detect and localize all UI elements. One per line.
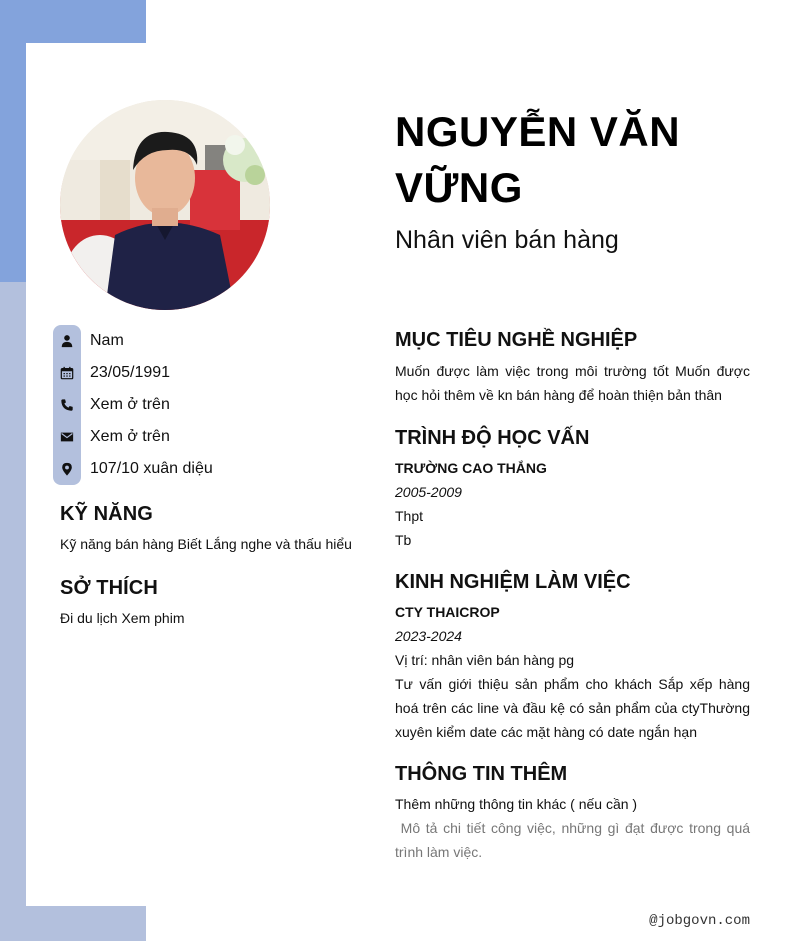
experience-period: 2023-2024: [395, 628, 462, 644]
objective-text: Muốn được làm việc trong môi trường tốt Muốn được học hỏi thêm về kn bán hàng để hoàn thiện bản thân: [395, 363, 750, 403]
education-title: TRÌNH ĐỘ HỌC VẤN: [395, 427, 590, 449]
person-icon: [53, 330, 81, 352]
experience-position: Vị trí: nhân viên bán hàng pg: [395, 652, 575, 668]
additional-title: THÔNG TIN THÊM: [395, 763, 568, 785]
candidate-job-title: Nhân viên bán hàng: [395, 226, 619, 254]
contact-gender: [53, 325, 213, 357]
contact-email: [53, 421, 213, 453]
email-icon: [53, 426, 81, 448]
avatar-photo-icon: [60, 100, 270, 310]
skills-text: Kỹ năng bán hàng Biết Lắng nghe và thấu hiểu: [60, 536, 352, 552]
experience-section: [395, 569, 750, 744]
skills-title: KỸ NĂNG: [60, 503, 153, 525]
experience-description: Tư vấn giới thiệu sản phẩm cho khách Sắp xếp hàng hoá trên các line và đầu kệ có sản phẩm của ctyThường xuyên kiểm date các mặt hàng có date ngắn hạn: [395, 676, 750, 740]
contact-value: 23/05/1991: [90, 364, 171, 381]
hobbies-text: Đi du lịch Xem phim: [60, 610, 185, 626]
skills-section: [60, 503, 360, 552]
decor-left-strip-bottom: [0, 282, 26, 941]
experience-company: CTY THAICROP: [395, 604, 500, 620]
contact-birthdate: [53, 357, 213, 389]
experience-title: KINH NGHIỆM LÀM VIỆC: [395, 571, 631, 593]
education-line: Thpt: [395, 508, 424, 524]
contact-address: [53, 453, 213, 485]
objective-title: MỤC TIÊU NGHỀ NGHIỆP: [395, 329, 638, 351]
location-icon: [53, 458, 81, 480]
candidate-name: NGUYỄN VĂN VỮNG: [395, 108, 681, 211]
watermark: @jobgovn.com: [649, 913, 750, 929]
education-section: [395, 425, 750, 552]
decor-top-bar: [0, 0, 146, 43]
calendar-icon: [53, 362, 81, 384]
additional-line2: Mô tả chi tiết công việc, những gì đạt được trong quá trình làm việc.: [395, 820, 754, 860]
phone-icon: [53, 394, 81, 416]
additional-line1: Thêm những thông tin khác ( nếu cần ): [395, 796, 638, 812]
education-line: Tb: [395, 532, 412, 548]
additional-section: [395, 761, 754, 864]
decor-bottom-bar: [0, 906, 146, 941]
contact-value: Xem ở trên: [90, 428, 170, 445]
avatar: [60, 100, 270, 310]
contact-value: Nam: [90, 332, 124, 349]
contact-value: 107/10 xuân diệu: [90, 460, 213, 477]
hobbies-section: [60, 577, 360, 626]
contact-value: Xem ở trên: [90, 396, 170, 413]
education-period: 2005-2009: [395, 484, 462, 500]
contact-list: [53, 325, 213, 485]
objective-section: [395, 327, 750, 407]
contact-phone: [53, 389, 213, 421]
hobbies-title: SỞ THÍCH: [60, 577, 158, 599]
education-school: TRƯỜNG CAO THẮNG: [395, 460, 547, 476]
